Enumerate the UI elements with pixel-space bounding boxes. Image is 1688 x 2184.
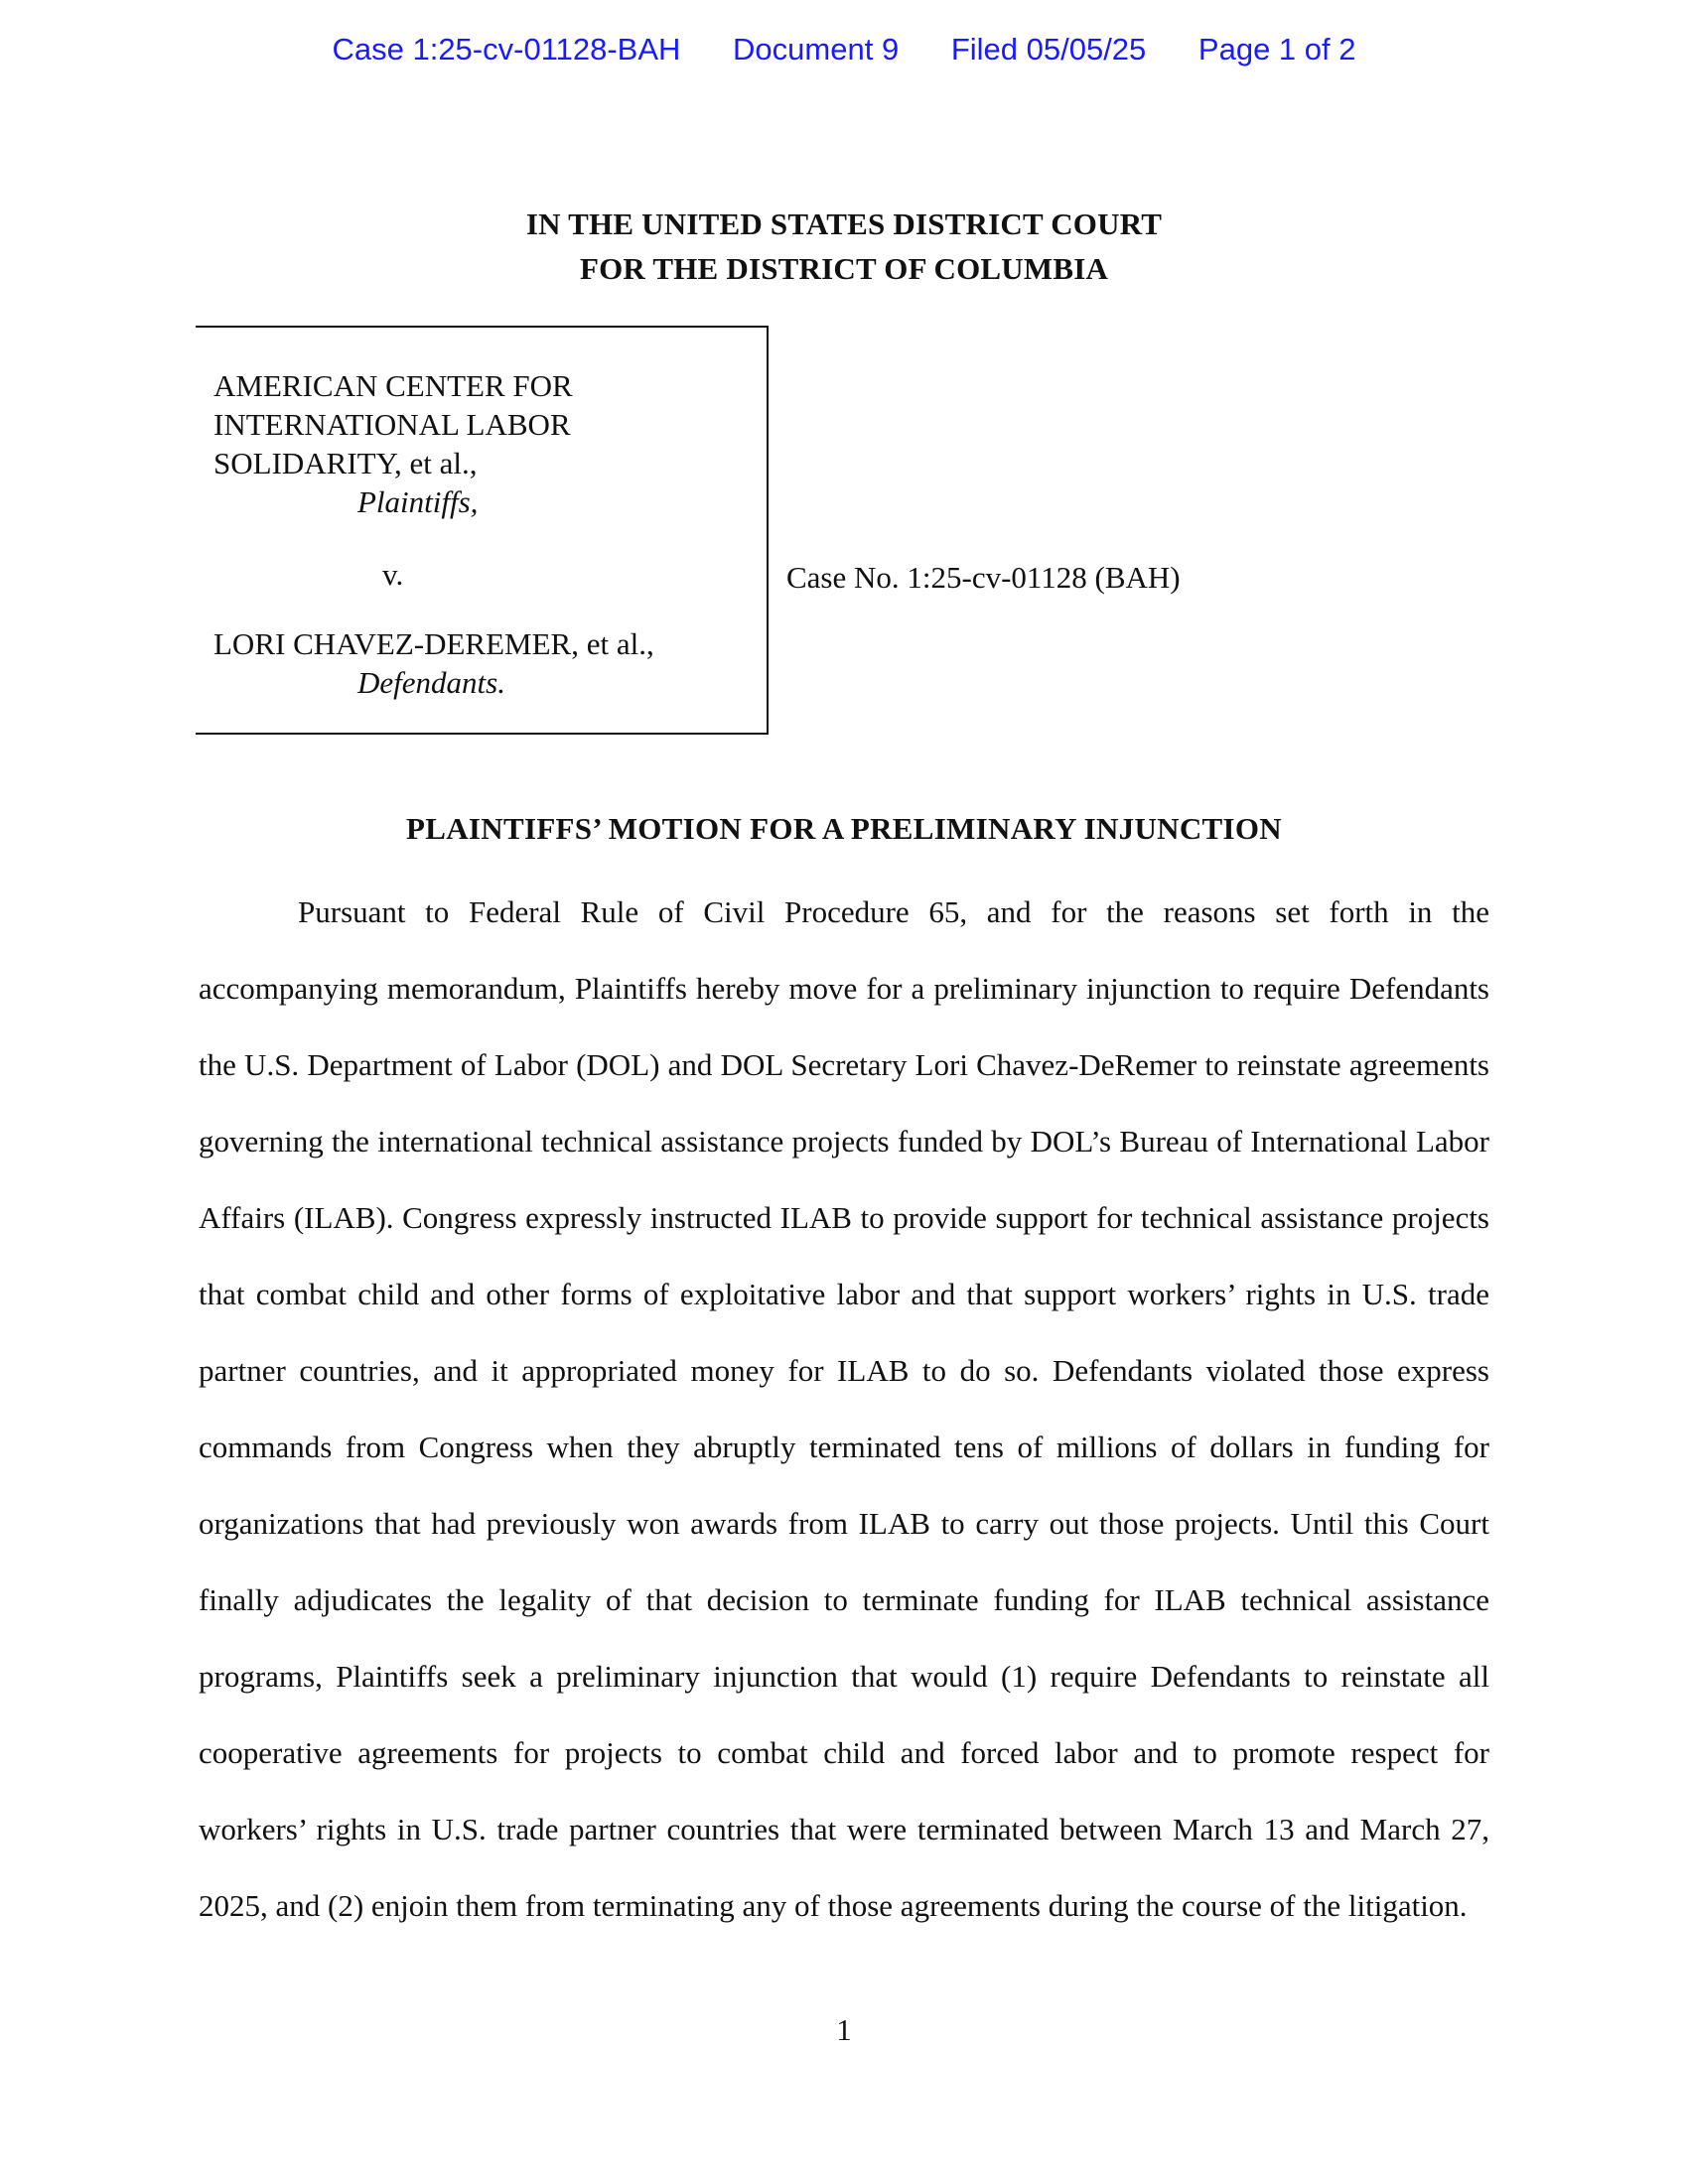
court-name-line: IN THE UNITED STATES DISTRICT COURT bbox=[525, 206, 1163, 241]
court-district-line: FOR THE DISTRICT OF COLUMBIA bbox=[579, 251, 1109, 286]
versus-label: v. bbox=[382, 557, 404, 592]
motion-title: PLAINTIFFS’ MOTION FOR A PRELIMINARY INJUNCTION bbox=[406, 811, 1282, 846]
case-identifier: Case 1:25-cv-01128-BAH bbox=[332, 32, 681, 67]
document-number: Document 9 bbox=[733, 32, 900, 67]
case-caption-box bbox=[196, 326, 769, 735]
defendant-name: LORI CHAVEZ-DEREMER, et al., bbox=[213, 626, 654, 661]
defendant-role: Defendants. bbox=[357, 665, 505, 700]
plaintiff-name bbox=[213, 366, 730, 482]
plaintiff-name-line: SOLIDARITY, et al., bbox=[213, 446, 478, 480]
motion-body-paragraph: Pursuant to Federal Rule of Civil Procedure 65, and for the reasons set forth in the accompanying memorandum, Plaintiffs hereby move for a preliminary injunction to require Defendants the U.S. Department of Labor (DOL) and DOL Secretary Lori Chavez-DeRemer to reinstate agreements governing the international technical assistance projects funded by DOL’s Bureau of International Labor Affairs (ILAB). Congress expressly instructed ILAB to provide support for technical assistance projects that combat child and other forms of exploitative labor and that support workers’ rights in U.S. trade partner countries, and it appropriated money for ILAB to do so. Defendants violated those express commands from Congress when they abruptly terminated tens of millions of dollars in funding for organizations that had previously won awards from ILAB to carry out those projects. Until this Court finally adjudicates the legality of that decision to terminate funding for ILAB technical assistance programs, Plaintiffs seek a preliminary injunction that would (1) require Defendants to reinstate all cooperative agreements for projects to combat child and forced labor and to promote respect for workers’ rights in U.S. trade partner countries that were terminated between March 13 and March 27, 2025, and (2) enjoin them from terminating any of those agreements during the course of the litigation. bbox=[199, 894, 1489, 1923]
plaintiff-name-line: AMERICAN CENTER FOR bbox=[213, 368, 573, 403]
page-of-pages: Page 1 of 2 bbox=[1197, 32, 1356, 67]
ecf-header-stamp bbox=[0, 32, 1688, 68]
court-heading bbox=[0, 202, 1688, 291]
plaintiff-role: Plaintiffs, bbox=[357, 484, 479, 519]
case-number: Case No. 1:25-cv-01128 (BAH) bbox=[786, 560, 1181, 595]
plaintiff-name-line: INTERNATIONAL LABOR bbox=[213, 407, 571, 442]
page-number: 1 bbox=[836, 2012, 852, 2047]
filed-date: Filed 05/05/25 bbox=[950, 32, 1147, 67]
